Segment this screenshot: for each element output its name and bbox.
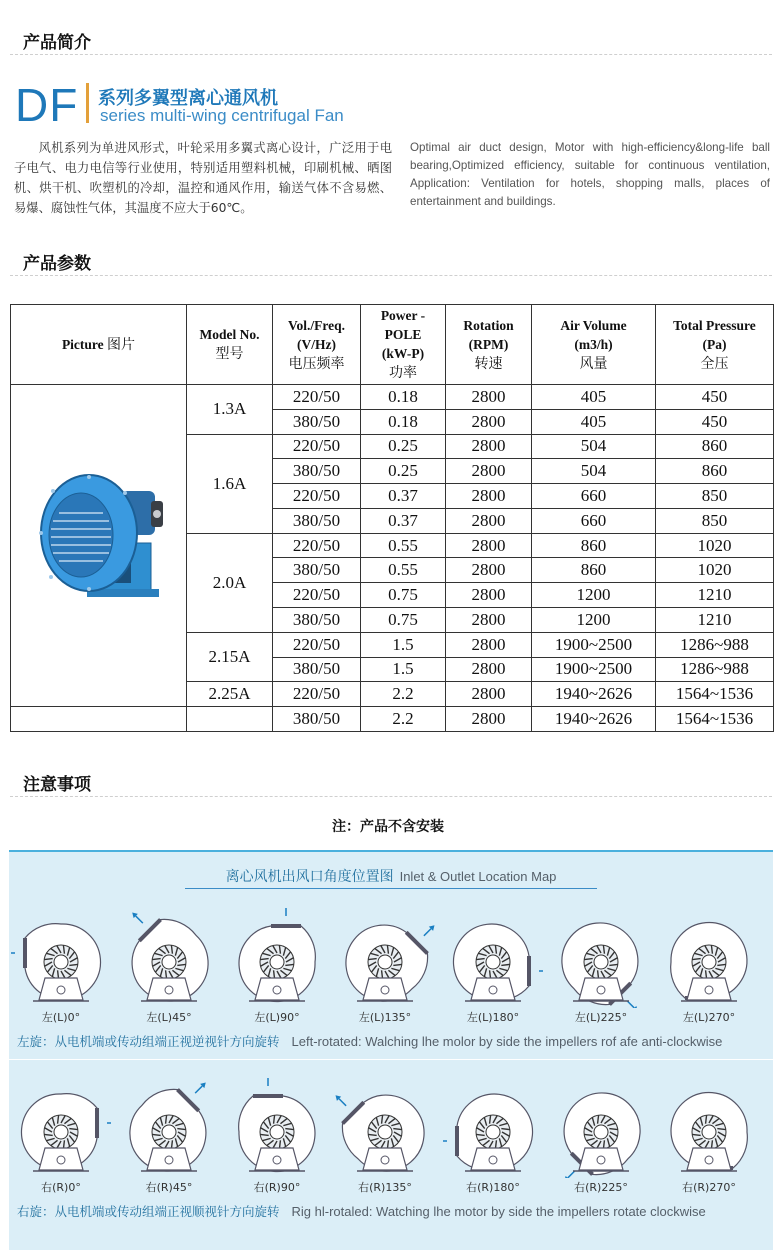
model-cell-empty bbox=[187, 707, 273, 732]
voltage-cell: 380/50 bbox=[273, 657, 361, 682]
section-title-notes: 注意事项 bbox=[23, 775, 91, 795]
rotation-cell: 2800 bbox=[446, 484, 532, 509]
voltage-cell: 380/50 bbox=[273, 608, 361, 633]
header-picture: Picture 图片 bbox=[11, 305, 187, 385]
table-row bbox=[11, 707, 774, 732]
table-row bbox=[11, 385, 774, 410]
model-cell: 1.6A bbox=[187, 434, 273, 533]
voltage-cell: 220/50 bbox=[273, 385, 361, 410]
power-cell: 0.37 bbox=[361, 484, 446, 509]
df-logo: DF bbox=[15, 79, 79, 131]
pressure-cell: 1210 bbox=[656, 608, 774, 633]
outlet-angle-label: 右(R)180° bbox=[466, 1181, 520, 1194]
pressure-cell: 1020 bbox=[656, 558, 774, 583]
outlet-angle-label: 左(L)45° bbox=[146, 1011, 192, 1024]
air-volume-cell: 860 bbox=[532, 558, 656, 583]
air-volume-cell: 1940~2626 bbox=[532, 682, 656, 707]
rotation-cell: 2800 bbox=[446, 409, 532, 434]
fan-outlet-icon bbox=[335, 1078, 435, 1178]
centrifugal-fan-image bbox=[29, 471, 169, 621]
rotation-cell: 2800 bbox=[446, 707, 532, 732]
outlet-angle-label: 右(R)135° bbox=[358, 1181, 412, 1194]
fan-outlet-icon bbox=[11, 1078, 111, 1178]
fan-outlet-diagram bbox=[443, 908, 543, 1025]
section-divider bbox=[10, 796, 772, 797]
voltage-cell: 220/50 bbox=[273, 434, 361, 459]
intro-description-en: Optimal air duct design, Motor with high-efficiency&long-life ball bearing,Optimized efficiency, suitable for continuous ventilation, Application: Ventilation for hotels, shopping malls, places of entertainment and buildings. bbox=[410, 141, 770, 208]
air-volume-cell: 405 bbox=[532, 385, 656, 410]
section-divider bbox=[10, 54, 772, 55]
fan-outlet-diagram bbox=[551, 1078, 651, 1195]
air-volume-cell: 660 bbox=[532, 484, 656, 509]
header-air-volume: Air Volume (m3/h) 风量 bbox=[532, 305, 656, 385]
voltage-cell: 220/50 bbox=[273, 632, 361, 657]
fan-outlet-icon bbox=[119, 1078, 219, 1178]
header-voltage: Vol./Freq. (V/Hz) 电压频率 bbox=[273, 305, 361, 385]
voltage-cell: 380/50 bbox=[273, 707, 361, 732]
fan-outlet-icon bbox=[335, 908, 435, 1008]
pressure-cell: 860 bbox=[656, 459, 774, 484]
fan-outlet-icon bbox=[443, 1078, 543, 1178]
outlet-angle-label: 左(L)0° bbox=[41, 1011, 81, 1024]
outlet-angle-label: 右(R)45° bbox=[145, 1181, 193, 1194]
fan-outlet-icon bbox=[551, 1078, 651, 1178]
fan-outlet-icon bbox=[119, 908, 219, 1008]
power-cell: 0.25 bbox=[361, 459, 446, 484]
outlet-angle-label: 左(L)90° bbox=[254, 1011, 300, 1024]
power-cell: 0.75 bbox=[361, 608, 446, 633]
power-cell: 2.2 bbox=[361, 682, 446, 707]
fan-outlet-icon bbox=[227, 908, 327, 1008]
voltage-cell: 220/50 bbox=[273, 583, 361, 608]
air-volume-cell: 405 bbox=[532, 409, 656, 434]
air-volume-cell: 1940~2626 bbox=[532, 707, 656, 732]
outlet-angle-label: 右(R)90° bbox=[253, 1181, 301, 1194]
power-cell: 0.18 bbox=[361, 385, 446, 410]
fan-outlet-icon bbox=[659, 908, 759, 1008]
row-separator bbox=[9, 1059, 773, 1060]
header-model: Model No. 型号 bbox=[187, 305, 273, 385]
section-title-params: 产品参数 bbox=[23, 254, 91, 274]
power-cell: 0.37 bbox=[361, 508, 446, 533]
rotation-cell: 2800 bbox=[446, 459, 532, 484]
model-cell: 2.15A bbox=[187, 632, 273, 682]
product-title-cn: 系列多翼型离心通风机 bbox=[98, 88, 278, 109]
logo-divider bbox=[86, 83, 89, 123]
intro-description-cn: 风机系列为单进风形式，叶轮采用多翼式离心设计，广泛用于电子电气、电力电信等行业使用，特别适用塑料机械，印刷机械、晒图机、烘干机、吹塑机的冷却，温控和通风作用，输送气体不含易燃、易爆、腐蚀性气体，其温度不应大于60℃。 bbox=[14, 141, 392, 215]
fan-outlet-icon bbox=[659, 1078, 759, 1178]
left-rotation-caption: 左旋：从电机端或传动组端正视逆视针方向旋转 Left-rotated: Walching lhe molor by side the impellers rof afe anti-clockwise bbox=[17, 1034, 723, 1049]
fan-outlet-icon bbox=[551, 908, 651, 1008]
outlet-location-map bbox=[9, 850, 773, 1250]
fan-outlet-diagram bbox=[11, 1078, 111, 1195]
rotation-cell: 2800 bbox=[446, 558, 532, 583]
right-rotation-caption: 右旋：从电机端或传动组端正视顺视针方向旋转 Rig hl-rotaled: Watching lhe motor by side the impellers rotate clockwise bbox=[17, 1204, 706, 1219]
air-volume-cell: 1200 bbox=[532, 583, 656, 608]
outlet-angle-label: 左(L)270° bbox=[682, 1011, 736, 1024]
outlet-angle-label: 左(L)225° bbox=[574, 1011, 628, 1024]
rotation-cell: 2800 bbox=[446, 632, 532, 657]
power-cell: 2.2 bbox=[361, 707, 446, 732]
pressure-cell: 850 bbox=[656, 484, 774, 509]
rotation-cell: 2800 bbox=[446, 583, 532, 608]
model-cell: 2.0A bbox=[187, 533, 273, 632]
air-volume-cell: 660 bbox=[532, 508, 656, 533]
pressure-cell: 1210 bbox=[656, 583, 774, 608]
fan-outlet-diagram bbox=[227, 908, 327, 1025]
outlet-angle-label: 右(R)225° bbox=[574, 1181, 628, 1194]
fan-outlet-diagram bbox=[659, 908, 759, 1025]
rotation-cell: 2800 bbox=[446, 434, 532, 459]
outlet-angle-label: 右(R)0° bbox=[41, 1181, 81, 1194]
fan-outlet-icon bbox=[227, 1078, 327, 1178]
picture-cell-empty bbox=[11, 707, 187, 732]
voltage-cell: 380/50 bbox=[273, 409, 361, 434]
fan-outlet-icon bbox=[443, 908, 543, 1008]
rotation-cell: 2800 bbox=[446, 682, 532, 707]
map-title: 离心风机出风口角度位置图 Inlet & Outlet Location Map bbox=[225, 869, 557, 885]
fan-outlet-diagram bbox=[659, 1078, 759, 1195]
fan-outlet-diagram bbox=[335, 908, 435, 1025]
model-cell: 2.25A bbox=[187, 682, 273, 707]
table-header-row bbox=[11, 305, 774, 385]
power-cell: 1.5 bbox=[361, 657, 446, 682]
outlet-angle-label: 左(L)135° bbox=[358, 1011, 412, 1024]
header-total-pressure: Total Pressure (Pa) 全压 bbox=[656, 305, 774, 385]
voltage-cell: 220/50 bbox=[273, 484, 361, 509]
spec-table bbox=[10, 304, 774, 732]
product-title-en: series multi-wing centrifugal Fan bbox=[100, 106, 344, 125]
fan-outlet-diagram bbox=[227, 1078, 327, 1195]
air-volume-cell: 504 bbox=[532, 459, 656, 484]
model-cell: 1.3A bbox=[187, 385, 273, 435]
pressure-cell: 850 bbox=[656, 508, 774, 533]
rotation-cell: 2800 bbox=[446, 508, 532, 533]
rotation-cell: 2800 bbox=[446, 608, 532, 633]
power-cell: 0.25 bbox=[361, 434, 446, 459]
outlet-angle-label: 右(R)270° bbox=[682, 1181, 736, 1194]
voltage-cell: 380/50 bbox=[273, 508, 361, 533]
voltage-cell: 220/50 bbox=[273, 533, 361, 558]
rotation-cell: 2800 bbox=[446, 385, 532, 410]
power-cell: 0.75 bbox=[361, 583, 446, 608]
section-divider bbox=[10, 275, 772, 276]
fan-outlet-diagram bbox=[119, 1078, 219, 1195]
power-cell: 0.55 bbox=[361, 533, 446, 558]
air-volume-cell: 504 bbox=[532, 434, 656, 459]
pressure-cell: 1564~1536 bbox=[656, 707, 774, 732]
fan-outlet-diagram bbox=[551, 908, 651, 1025]
pressure-cell: 450 bbox=[656, 385, 774, 410]
voltage-cell: 380/50 bbox=[273, 558, 361, 583]
air-volume-cell: 1200 bbox=[532, 608, 656, 633]
power-cell: 1.5 bbox=[361, 632, 446, 657]
rotation-cell: 2800 bbox=[446, 657, 532, 682]
voltage-cell: 220/50 bbox=[273, 682, 361, 707]
pressure-cell: 450 bbox=[656, 409, 774, 434]
fan-outlet-diagram bbox=[11, 908, 111, 1025]
pressure-cell: 1564~1536 bbox=[656, 682, 774, 707]
pressure-cell: 860 bbox=[656, 434, 774, 459]
install-note: 注：产品不含安装 bbox=[332, 819, 444, 835]
picture-cell bbox=[11, 385, 187, 707]
air-volume-cell: 1900~2500 bbox=[532, 632, 656, 657]
air-volume-cell: 1900~2500 bbox=[532, 657, 656, 682]
pressure-cell: 1286~988 bbox=[656, 632, 774, 657]
map-title-underline bbox=[185, 888, 597, 889]
voltage-cell: 380/50 bbox=[273, 459, 361, 484]
power-cell: 0.55 bbox=[361, 558, 446, 583]
fan-outlet-diagram bbox=[119, 908, 219, 1025]
fan-outlet-diagram bbox=[443, 1078, 543, 1195]
header-power: Power - POLE (kW-P) 功率 bbox=[361, 305, 446, 385]
power-cell: 0.18 bbox=[361, 409, 446, 434]
fan-outlet-icon bbox=[11, 908, 111, 1008]
air-volume-cell: 860 bbox=[532, 533, 656, 558]
rotation-cell: 2800 bbox=[446, 533, 532, 558]
header-rotation: Rotation (RPM) 转速 bbox=[446, 305, 532, 385]
pressure-cell: 1286~988 bbox=[656, 657, 774, 682]
fan-outlet-diagram bbox=[335, 1078, 435, 1195]
outlet-angle-label: 左(L)180° bbox=[466, 1011, 520, 1024]
section-title-intro: 产品简介 bbox=[23, 33, 91, 53]
pressure-cell: 1020 bbox=[656, 533, 774, 558]
